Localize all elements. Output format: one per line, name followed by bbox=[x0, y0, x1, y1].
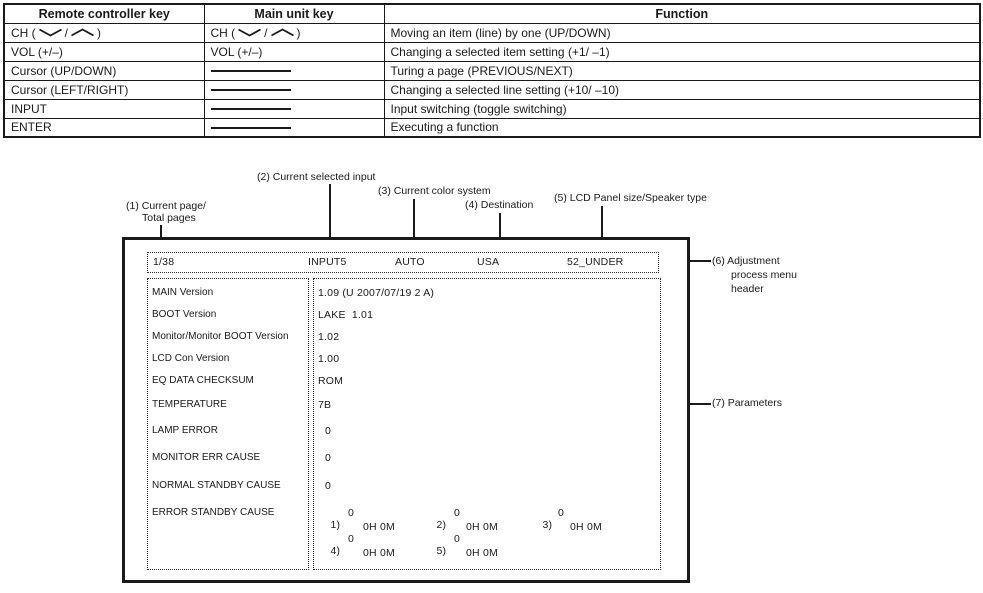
callout-current-page-line2: Total pages bbox=[142, 212, 196, 224]
remote-key-cursor-leftright: Cursor (LEFT/RIGHT) bbox=[4, 80, 204, 99]
param-label: BOOT Version bbox=[152, 309, 217, 320]
panel-size-value: 52_UNDER bbox=[567, 256, 624, 268]
callout-current-selected-input: (2) Current selected input bbox=[257, 171, 376, 183]
callout-adjustment-header: (6) Adjustment bbox=[712, 255, 780, 267]
error-standby-cell: 4) 0 0H 0M bbox=[330, 533, 395, 559]
callout-destination: (4) Destination bbox=[465, 199, 534, 211]
color-system-value: AUTO bbox=[395, 256, 425, 268]
function-cell: Turing a page (PREVIOUS/NEXT) bbox=[384, 61, 980, 80]
remote-key-enter: ENTER bbox=[4, 118, 204, 137]
param-label: MAIN Version bbox=[152, 287, 214, 298]
remote-key-ch: CH ( / ) bbox=[4, 23, 204, 42]
destination-value: USA bbox=[477, 256, 500, 268]
function-cell: Executing a function bbox=[384, 118, 980, 137]
callout-parameters: (7) Parameters bbox=[712, 397, 783, 409]
param-value: 1.09 (U 2007/07/19 2 A) bbox=[318, 287, 435, 299]
remote-key-cursor-updown: Cursor (UP/DOWN) bbox=[4, 61, 204, 80]
function-cell: Changing a selected item setting (+1/ –1) bbox=[384, 42, 980, 61]
col-header-main-unit-key: Main unit key bbox=[204, 4, 384, 23]
callout-adjustment-header-line3: header bbox=[731, 283, 764, 295]
callout-current-color-system: (3) Current color system bbox=[378, 185, 491, 197]
param-value: 1.00 bbox=[318, 353, 340, 365]
param-value: ROM bbox=[318, 375, 344, 387]
param-label: EQ DATA CHECKSUM bbox=[152, 375, 254, 386]
param-value: LAKE 1.01 bbox=[318, 309, 374, 321]
param-value: 0 bbox=[325, 480, 332, 492]
parameter-labels-box bbox=[147, 278, 309, 570]
function-cell: Input switching (toggle switching) bbox=[384, 99, 980, 118]
col-header-function: Function bbox=[384, 4, 980, 23]
param-value: 0 bbox=[325, 425, 332, 437]
function-cell: Moving an item (line) by one (UP/DOWN) bbox=[384, 23, 980, 42]
error-standby-cell: 2) 0 0H 0M bbox=[436, 507, 498, 533]
selected-input-value: INPUT5 bbox=[308, 256, 347, 268]
remote-key-vol: VOL (+/–) bbox=[4, 42, 204, 61]
current-page-value: 1/38 bbox=[153, 256, 175, 268]
param-label: NORMAL STANDBY CAUSE bbox=[152, 480, 281, 491]
callout-adjustment-header-line2: process menu bbox=[731, 269, 797, 281]
param-label: LAMP ERROR bbox=[152, 425, 218, 436]
error-standby-cell: 1) 0 0H 0M bbox=[330, 507, 395, 533]
col-header-remote-controller-key: Remote controller key bbox=[4, 4, 204, 23]
error-standby-cell: 3) 0 0H 0M bbox=[542, 507, 602, 533]
param-label: LCD Con Version bbox=[152, 353, 230, 364]
main-key-vol: VOL (+/–) bbox=[204, 42, 384, 61]
param-label: MONITOR ERR CAUSE bbox=[152, 452, 261, 463]
param-label: Monitor/Monitor BOOT Version bbox=[152, 331, 289, 342]
error-standby-cell: 5) 0 0H 0M bbox=[436, 533, 498, 559]
param-value: 1.02 bbox=[318, 331, 340, 343]
function-cell: Changing a selected line setting (+10/ –10) bbox=[384, 80, 980, 99]
callout-lcd-panel-size: (5) LCD Panel size/Speaker type bbox=[554, 192, 707, 204]
param-label: ERROR STANDBY CAUSE bbox=[152, 507, 275, 518]
remote-key-input: INPUT bbox=[4, 99, 204, 118]
param-label: TEMPERATURE bbox=[152, 399, 227, 410]
main-key-ch: CH ( / ) bbox=[204, 23, 384, 42]
param-value: 7B bbox=[318, 399, 332, 411]
param-value: 0 bbox=[325, 452, 332, 464]
callout-current-page: (1) Current page/ bbox=[126, 200, 206, 212]
